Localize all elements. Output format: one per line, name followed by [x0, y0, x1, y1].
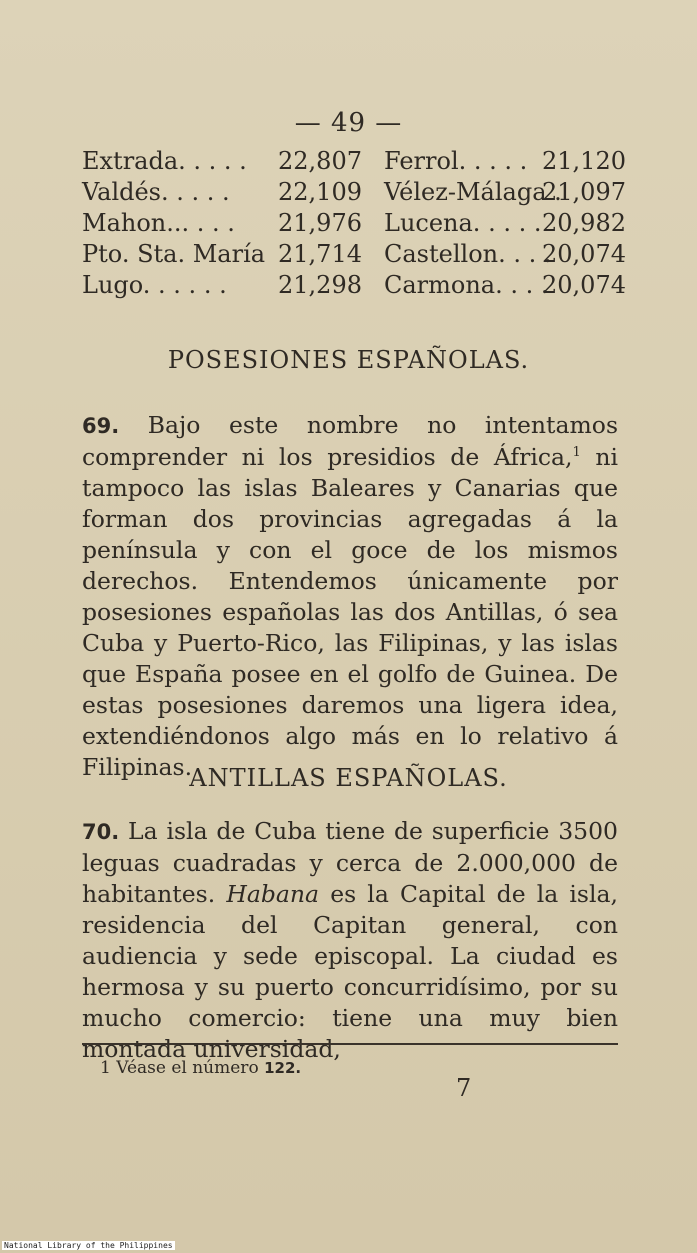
paragraph-text: La isla de Cuba tiene de superficie 3500 leguas cuadradas y cerca de 2.000,000 de habitantes.	[82, 817, 618, 908]
city-name: Pto. Sta. María	[82, 240, 266, 268]
city-name: Vélez-Málaga .	[384, 178, 562, 206]
population-value: 21,714	[278, 240, 362, 268]
paragraph-text: ni tampoco las islas Baleares y Canarias que forman dos provincias agregadas á la península y con el goce de los mismos derechos. Entendemos únicamente por posesiones españolas las dos Antillas, ó sea Cuba y Puerto-Rico, las Filipinas, y las islas que España posee en el golfo de Guinea. De estas posesiones daremos una ligera idea, extendiéndonos algo más en lo relativo á Filipinas.	[82, 443, 618, 781]
paragraph-text: Bajo este nombre no intentamos comprender ni los presidios de África,	[82, 411, 618, 471]
population-value: 22,109	[278, 178, 362, 206]
population-value: 21,120	[542, 147, 626, 175]
city-name: Lugo. . . . . .	[82, 271, 227, 299]
city-name: Mahon... . . .	[82, 209, 235, 237]
table-row	[82, 208, 626, 239]
table-row	[82, 270, 626, 301]
footnote	[100, 1058, 301, 1078]
city-population-table	[82, 146, 626, 301]
paragraph-69	[82, 410, 618, 783]
city-name: Extrada. . . . .	[82, 147, 247, 175]
paragraph-number: 70.	[82, 820, 120, 844]
city-name: Carmona. . . .	[384, 271, 549, 299]
population-value: 20,074	[542, 271, 626, 299]
footnote-marker: 1	[100, 1058, 111, 1078]
population-value: 21,976	[278, 209, 362, 237]
page-number: — 49 —	[294, 108, 403, 138]
population-value: 21,298	[278, 271, 362, 299]
city-name: Ferrol. . . . .	[384, 147, 528, 175]
population-value: 20,982	[542, 209, 626, 237]
city-name: Castellon. . . .	[384, 240, 552, 268]
table-row	[82, 146, 626, 177]
section-heading-antillas: ANTILLAS ESPAÑOLAS.	[189, 764, 508, 792]
table-row	[82, 239, 626, 270]
paragraph-70	[82, 816, 618, 1065]
footnote-target-number: 122.	[264, 1059, 302, 1077]
signature-mark: 7	[456, 1074, 472, 1102]
library-credit: National Library of the Philippines	[4, 1241, 173, 1250]
italic-place-name: Habana	[226, 880, 320, 908]
city-name: Lucena. . . . .	[384, 209, 542, 237]
footnote-divider	[82, 1043, 618, 1045]
section-heading-posesiones: POSESIONES ESPAÑOLAS.	[167, 346, 530, 374]
paragraph-text: es la Capital de la isla, residencia del Capitan general, con audiencia y sede episcopal. La ciudad es hermosa y su puerto concurridísimo, por su mucho comercio: tiene una muy bien montada universidad,	[82, 880, 618, 1063]
city-name: Valdés. . . . .	[82, 178, 230, 206]
footnote-text: Véase el número	[110, 1058, 265, 1078]
footnote-reference[interactable]: 1	[572, 445, 581, 461]
paragraph-number: 69.	[82, 414, 120, 438]
population-value: 20,074	[542, 240, 626, 268]
population-value: 21,097	[542, 178, 626, 206]
table-row	[82, 177, 626, 208]
population-value: 22,807	[278, 147, 362, 175]
